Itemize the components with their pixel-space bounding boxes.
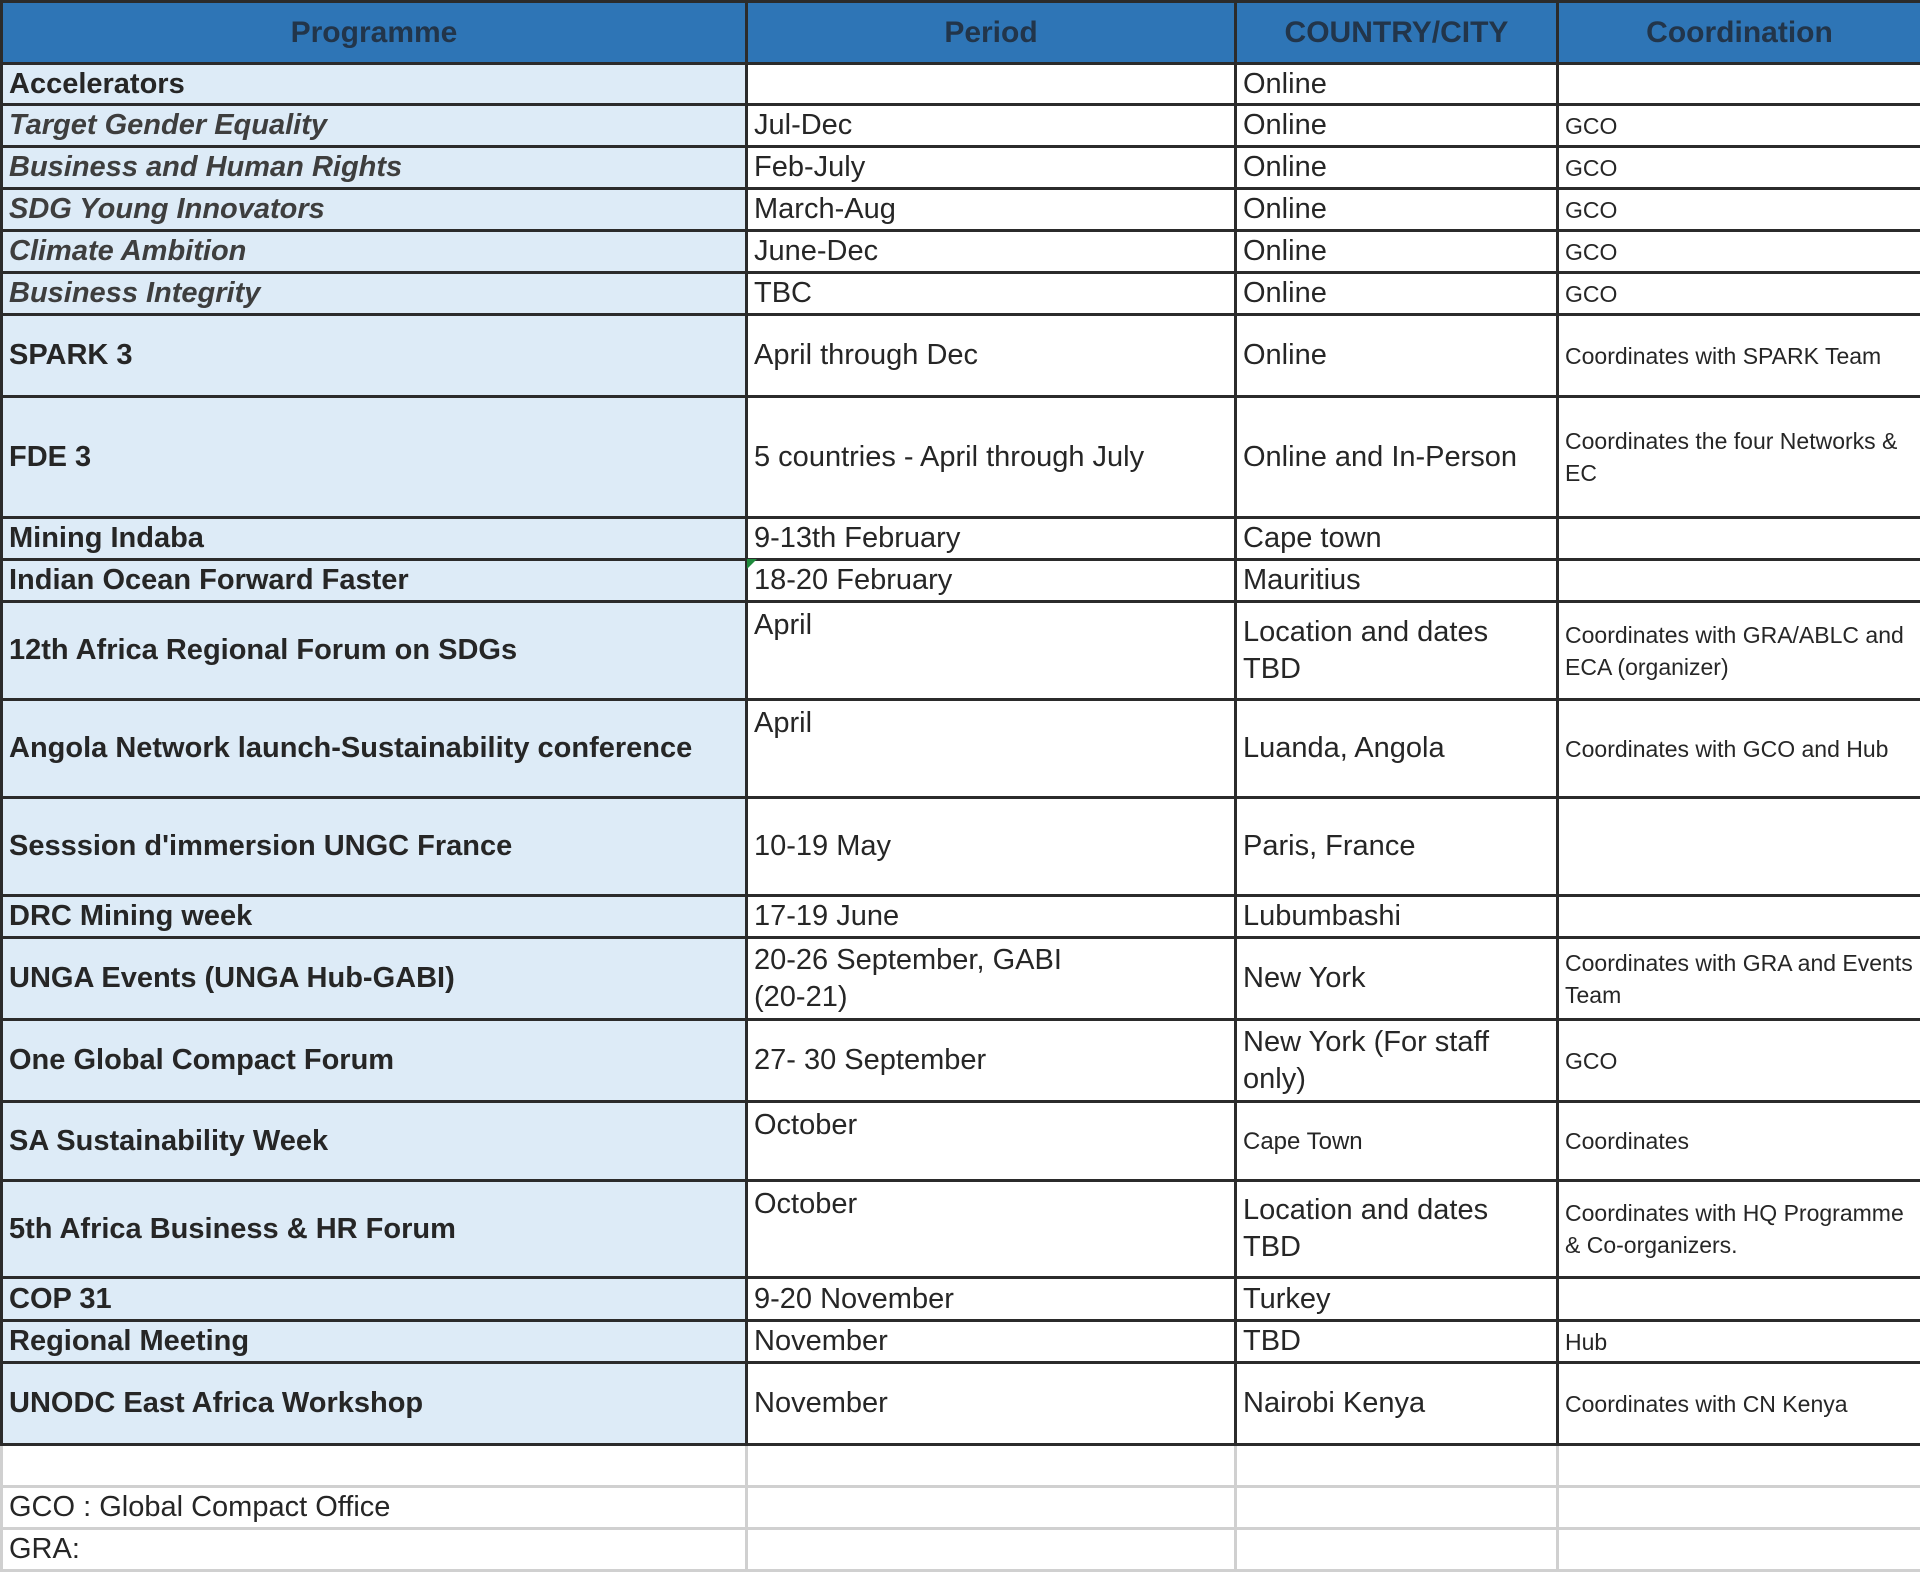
table-row (2, 560, 1920, 602)
empty-cell[interactable] (1236, 1487, 1558, 1529)
cell-country[interactable]: Turkey (1236, 1278, 1558, 1321)
cell-period[interactable]: April (747, 700, 1236, 798)
cell-programme[interactable]: Business and Human Rights (2, 147, 747, 189)
cell-programme[interactable]: Business Integrity (2, 273, 747, 315)
cell-coordination[interactable]: Coordinates with HQ Programme & Co-organizers. (1558, 1181, 1920, 1278)
table-row (2, 896, 1920, 938)
cell-period[interactable]: November (747, 1363, 1236, 1445)
cell-programme[interactable]: One Global Compact Forum (2, 1020, 747, 1102)
cell-programme[interactable]: 12th Africa Regional Forum on SDGs (2, 602, 747, 700)
cell-coordination[interactable]: Coordinates with CN Kenya (1558, 1363, 1920, 1445)
cell-coordination[interactable]: Coordinates the four Networks & EC (1558, 397, 1920, 518)
empty-cell[interactable] (747, 1445, 1236, 1487)
cell-coordination[interactable]: Coordinates with GRA and Events Team (1558, 938, 1920, 1020)
table-row (2, 147, 1920, 189)
cell-coordination[interactable] (1558, 798, 1920, 896)
table-row (2, 1102, 1920, 1181)
cell-programme[interactable]: Climate Ambition (2, 231, 747, 273)
table-row (2, 273, 1920, 315)
cell-country[interactable]: Online (1236, 147, 1558, 189)
empty-cell[interactable] (747, 1529, 1236, 1571)
header-period[interactable]: Period (747, 2, 1236, 64)
cell-programme[interactable]: Angola Network launch-Sustainability conference (2, 700, 747, 798)
cell-period[interactable]: 18-20 February (747, 560, 1236, 602)
cell-period[interactable]: 20-26 September, GABI (20-21) (747, 938, 1236, 1020)
cell-country[interactable]: Nairobi Kenya (1236, 1363, 1558, 1445)
cell-country[interactable]: Online and In-Person (1236, 397, 1558, 518)
cell-period[interactable]: 17-19 June (747, 896, 1236, 938)
table-row (2, 602, 1920, 700)
cell-programme[interactable]: Accelerators (2, 64, 747, 105)
footnote-gco[interactable]: GCO : Global Compact Office (2, 1487, 747, 1529)
table-row (2, 315, 1920, 397)
cell-programme[interactable]: COP 31 (2, 1278, 747, 1321)
header-programme[interactable]: Programme (2, 2, 747, 64)
cell-country[interactable]: Online (1236, 105, 1558, 147)
cell-country[interactable]: TBD (1236, 1321, 1558, 1363)
cell-programme[interactable]: Regional Meeting (2, 1321, 747, 1363)
table-row (2, 64, 1920, 105)
cell-coordination[interactable]: GCO (1558, 105, 1920, 147)
cell-programme[interactable]: Target Gender Equality (2, 105, 747, 147)
cell-country[interactable]: New York (1236, 938, 1558, 1020)
cell-country[interactable]: Luanda, Angola (1236, 700, 1558, 798)
header-coordination[interactable]: Coordination (1558, 2, 1920, 64)
cell-coordination[interactable] (1558, 64, 1920, 105)
cell-period[interactable]: June-Dec (747, 231, 1236, 273)
cell-country[interactable]: Mauritius (1236, 560, 1558, 602)
cell-period[interactable]: Feb-July (747, 147, 1236, 189)
cell-programme[interactable]: FDE 3 (2, 397, 747, 518)
cell-coordination[interactable] (1558, 896, 1920, 938)
cell-country[interactable]: Online (1236, 273, 1558, 315)
cell-country[interactable]: Cape town (1236, 518, 1558, 560)
cell-programme[interactable]: UNODC East Africa Workshop (2, 1363, 747, 1445)
cell-coordination[interactable]: Coordinates with GCO and Hub (1558, 700, 1920, 798)
cell-country[interactable]: Location and dates TBD (1236, 602, 1558, 700)
cell-period[interactable]: 5 countries - April through July (747, 397, 1236, 518)
cell-country[interactable]: Cape Town (1236, 1102, 1558, 1181)
empty-cell[interactable] (1236, 1445, 1558, 1487)
cell-coordination[interactable]: Coordinates (1558, 1102, 1920, 1181)
cell-comment-marker-icon (747, 559, 757, 569)
cell-coordination[interactable]: GCO (1558, 1020, 1920, 1102)
header-country-city[interactable]: COUNTRY/CITY (1236, 2, 1558, 64)
cell-programme[interactable]: UNGA Events (UNGA Hub-GABI) (2, 938, 747, 1020)
table-row (2, 700, 1920, 798)
cell-period[interactable]: Jul-Dec (747, 105, 1236, 147)
table-row (2, 1363, 1920, 1445)
cell-country[interactable]: Lubumbashi (1236, 896, 1558, 938)
empty-cell[interactable] (1236, 1529, 1558, 1571)
cell-country[interactable]: Online (1236, 315, 1558, 397)
cell-coordination[interactable] (1558, 1278, 1920, 1321)
cell-coordination[interactable] (1558, 518, 1920, 560)
table-row (2, 938, 1920, 1020)
cell-period[interactable]: October (747, 1102, 1236, 1181)
cell-period[interactable]: 9-13th February (747, 518, 1236, 560)
cell-period[interactable]: March-Aug (747, 189, 1236, 231)
cell-programme[interactable]: SDG Young Innovators (2, 189, 747, 231)
cell-programme[interactable]: Sesssion d'immersion UNGC France (2, 798, 747, 896)
empty-cell[interactable] (1558, 1445, 1920, 1487)
table-row (2, 1181, 1920, 1278)
cell-period[interactable]: April through Dec (747, 315, 1236, 397)
cell-programme[interactable]: DRC Mining week (2, 896, 747, 938)
header-row (2, 2, 1920, 64)
table-row (2, 189, 1920, 231)
cell-coordination[interactable]: GCO (1558, 273, 1920, 315)
cell-coordination[interactable]: Coordinates with GRA/ABLC and ECA (organizer) (1558, 602, 1920, 700)
cell-country[interactable]: Online (1236, 189, 1558, 231)
cell-period[interactable]: October (747, 1181, 1236, 1278)
empty-cell[interactable] (747, 1487, 1236, 1529)
cell-coordination[interactable]: GCO (1558, 231, 1920, 273)
cell-programme[interactable]: 5th Africa Business & HR Forum (2, 1181, 747, 1278)
cell-programme[interactable]: Indian Ocean Forward Faster (2, 560, 747, 602)
cell-period[interactable] (747, 64, 1236, 105)
cell-period[interactable]: TBC (747, 273, 1236, 315)
table-row (2, 105, 1920, 147)
table-row (2, 1020, 1920, 1102)
table-row (2, 1278, 1920, 1321)
cell-country[interactable]: Online (1236, 64, 1558, 105)
cell-coordination[interactable]: Coordinates with SPARK Team (1558, 315, 1920, 397)
footnote-row (2, 1529, 1920, 1571)
empty-cell[interactable] (1558, 1487, 1920, 1529)
table-row (2, 518, 1920, 560)
empty-cell[interactable] (2, 1445, 747, 1487)
empty-row (2, 1445, 1920, 1487)
cell-country[interactable]: New York (For staff only) (1236, 1020, 1558, 1102)
cell-period[interactable]: April (747, 602, 1236, 700)
cell-period[interactable]: November (747, 1321, 1236, 1363)
cell-programme[interactable]: SA Sustainability Week (2, 1102, 747, 1181)
cell-country[interactable]: Location and dates TBD (1236, 1181, 1558, 1278)
cell-period[interactable]: 27- 30 September (747, 1020, 1236, 1102)
cell-period[interactable]: 9-20 November (747, 1278, 1236, 1321)
table-row (2, 798, 1920, 896)
footnote-row (2, 1487, 1920, 1529)
empty-cell[interactable] (1558, 1529, 1920, 1571)
cell-country[interactable]: Online (1236, 231, 1558, 273)
cell-country[interactable]: Paris, France (1236, 798, 1558, 896)
table-row (2, 231, 1920, 273)
cell-programme[interactable]: SPARK 3 (2, 315, 747, 397)
cell-period[interactable]: 10-19 May (747, 798, 1236, 896)
footnote-gra[interactable]: GRA: (2, 1529, 747, 1571)
table-row (2, 397, 1920, 518)
cell-coordination[interactable] (1558, 560, 1920, 602)
cell-programme[interactable]: Mining Indaba (2, 518, 747, 560)
cell-coordination[interactable]: GCO (1558, 147, 1920, 189)
cell-coordination[interactable]: GCO (1558, 189, 1920, 231)
table-row (2, 1321, 1920, 1363)
cell-coordination[interactable]: Hub (1558, 1321, 1920, 1363)
